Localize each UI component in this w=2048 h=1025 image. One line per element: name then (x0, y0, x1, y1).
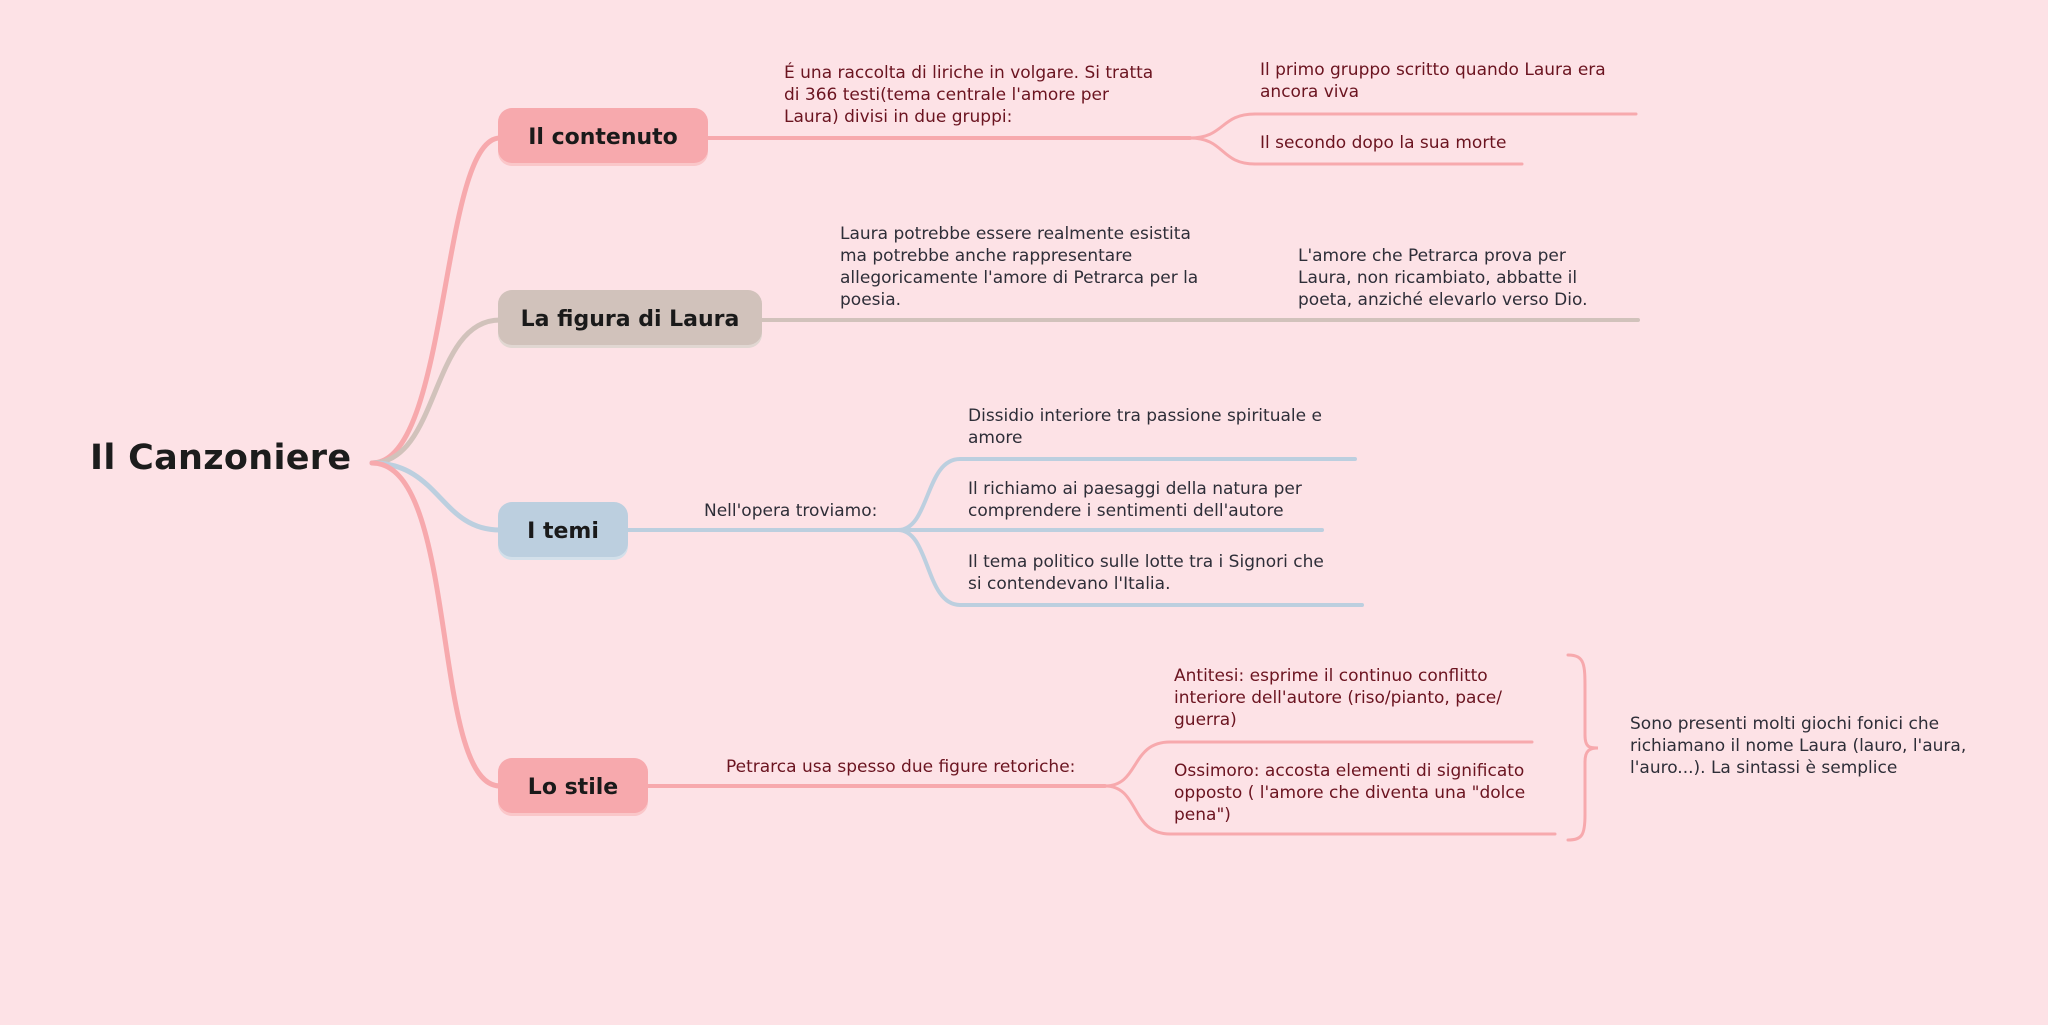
summary-brace (1568, 655, 1598, 840)
topic-label: La figura di Laura (520, 306, 740, 332)
temi-child-dissidio[interactable]: Dissidio interiore tra passione spirituale e amore (968, 406, 1322, 448)
stile-summary[interactable]: Sono presenti molti giochi fonici che richiamano il nome Laura (lauro, l'aura, l'auro...). La sintassi è semplice (1630, 714, 1967, 778)
connector-root-contenuto (372, 138, 500, 463)
topic-label: Lo stile (527, 774, 619, 800)
temi-description[interactable]: Nell'opera troviamo: (704, 501, 878, 521)
contenuto-child-secondo-gruppo[interactable]: Il secondo dopo la sua morte (1260, 133, 1507, 153)
connector-root-stile (372, 463, 500, 786)
laura-description[interactable]: Laura potrebbe essere realmente esistita ma potrebbe anche rappresentare allegoricamente l'amore di Petrarca per la poesia. (840, 224, 1199, 310)
topic-il-contenuto[interactable] (498, 108, 708, 166)
stile-description[interactable]: Petrarca usa spesso due figure retoriche: (726, 757, 1076, 777)
contenuto-child-primo-gruppo[interactable]: Il primo gruppo scritto quando Laura era ancora viva (1260, 60, 1606, 102)
topic-i-temi[interactable] (498, 502, 628, 560)
central-topic[interactable]: Il Canzoniere (90, 438, 352, 478)
temi-child-natura[interactable]: Il richiamo ai paesaggi della natura per comprendere i sentimenti dell'autore (968, 479, 1302, 521)
topic-label: Il contenuto (528, 124, 678, 150)
contenuto-description[interactable]: É una raccolta di liriche in volgare. Si tratta di 366 testi(tema centrale l'amore per Laura) divisi in due gruppi: (784, 63, 1154, 127)
topic-label: I temi (527, 518, 599, 544)
temi-child-politico[interactable]: Il tema politico sulle lotte tra i Signori che si contendevano l'Italia. (968, 552, 1324, 594)
connector-root-temi (372, 463, 500, 530)
laura-child-amore[interactable]: L'amore che Petrarca prova per Laura, non ricambiato, abbatte il poeta, anziché elevarlo verso Dio. (1298, 246, 1588, 310)
stile-child-antitesi[interactable]: Antitesi: esprime il continuo conflitto interiore dell'autore (riso/pianto, pace/ guerra) (1174, 666, 1502, 730)
stile-child-ossimoro[interactable]: Ossimoro: accosta elementi di significato opposto ( l'amore che diventa una "dolce pena") (1174, 761, 1526, 825)
topic-lo-stile[interactable] (498, 758, 648, 816)
topic-la-figura-di-laura[interactable] (498, 290, 762, 348)
